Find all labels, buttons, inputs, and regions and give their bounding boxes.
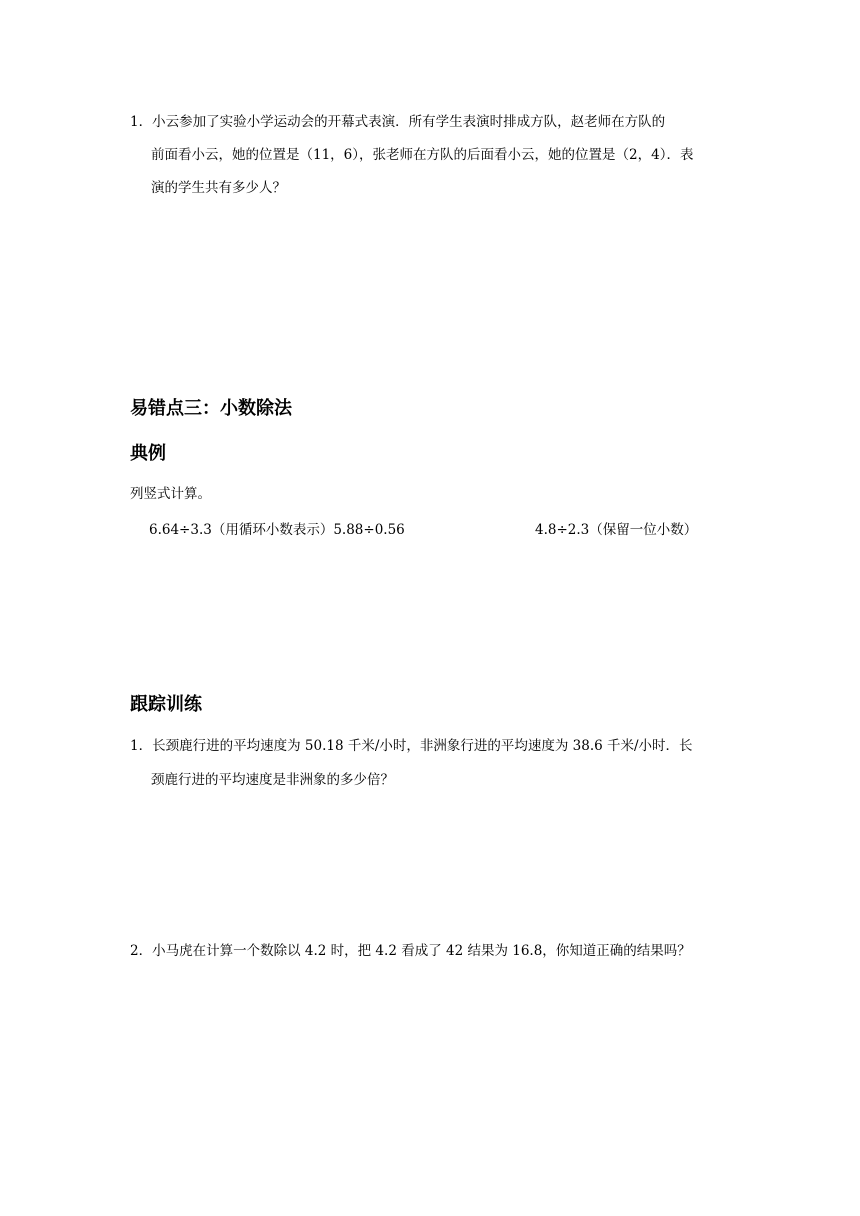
example-instruction: 列竖式计算。 — [130, 486, 211, 502]
example-heading: 典例 — [130, 443, 166, 464]
problem-1-line-1 — [130, 112, 665, 132]
practice-heading: 跟踪训练 — [130, 694, 202, 715]
practice-q1-line-1 — [130, 736, 693, 756]
example-expression-1: 6.64÷3.3（用循环小数表示）5.88÷0.56 — [149, 522, 405, 538]
problem-1-line-3: 演的学生共有多少人？ — [151, 180, 286, 196]
practice-q1-text-1: 长颈鹿行进的平均速度为 50.18 千米/小时，非洲象行进的平均速度为 38.6 千米/小时．长 — [152, 738, 693, 754]
problem-1-text-1: 小云参加了实验小学运动会的开幕式表演．所有学生表演时排成方队，赵老师在方队的 — [152, 114, 666, 130]
practice-q2-line-1 — [130, 941, 691, 961]
practice-q1-line-2: 颈鹿行进的平均速度是非洲象的多少倍？ — [151, 772, 394, 788]
section-title: 易错点三：小数除法 — [130, 398, 292, 419]
practice-q2-number: 2． — [130, 943, 153, 959]
problem-1-number: 1． — [130, 114, 153, 130]
practice-q2-text-1: 小马虎在计算一个数除以 4.2 时，把 4.2 看成了 42 结果为 16.8，你知道正确的结果吗？ — [152, 943, 691, 959]
practice-q1-number: 1． — [130, 738, 153, 754]
example-expression-2: 4.8÷2.3（保留一位小数） — [535, 522, 698, 538]
problem-1-line-2: 前面看小云，她的位置是（11，6），张老师在方队的后面看小云，她的位置是（2，4）．表 — [151, 147, 694, 163]
